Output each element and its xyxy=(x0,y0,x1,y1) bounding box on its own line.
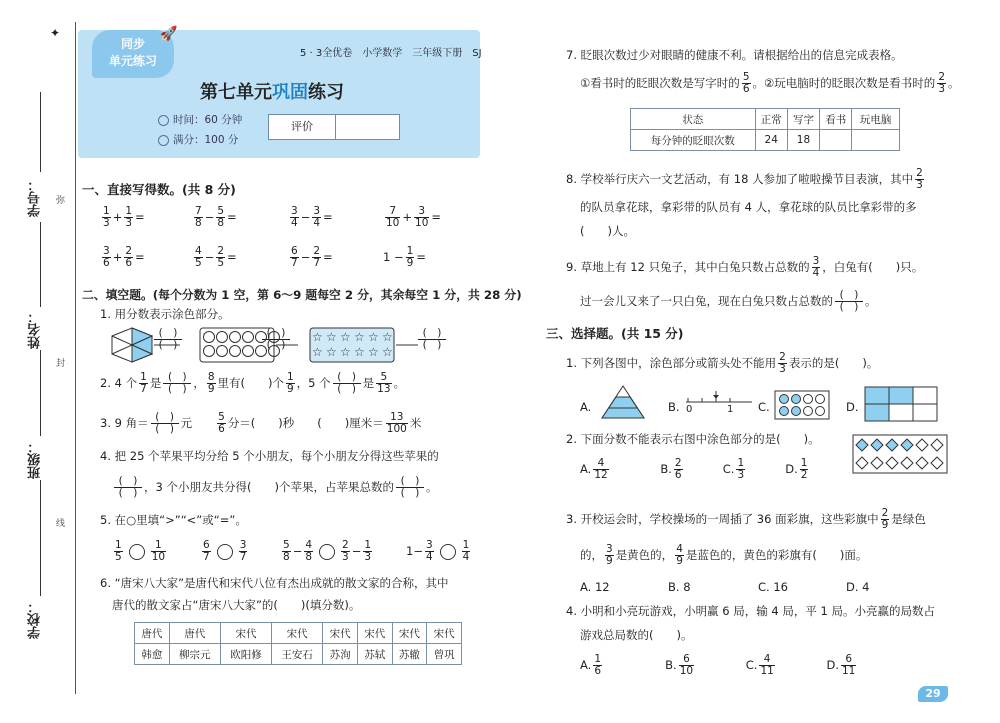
c3-option-a[interactable]: A. 12 xyxy=(580,580,610,594)
blink-head-cell: 写字 xyxy=(787,109,819,130)
diamonds-figure xyxy=(852,434,948,474)
q1-answer-1[interactable]: ( ) ( ) xyxy=(152,328,184,351)
title-pre: 第七单元 xyxy=(200,82,272,103)
c4-option-a[interactable]: A. $\frac{1}{6}$ xyxy=(580,653,602,678)
q2-blank-2[interactable]: ( ) ( ) xyxy=(333,372,361,395)
c2-text: 2. 下面分数不能表示右图中涂色部分的是( )。 xyxy=(566,432,820,446)
evaluation-box xyxy=(268,114,400,140)
q6-line2: 唐代的散文家占“唐宋八大家”的( )(填分数)。 xyxy=(112,598,361,612)
compare-circle-4[interactable] xyxy=(440,544,456,560)
q5-compare-2: $\frac{6}{7}$ $\frac{3}{7}$ xyxy=(203,539,247,564)
q8-line3: ( )人。 xyxy=(580,224,635,238)
blink-data-row xyxy=(631,130,900,151)
star-icon: ☆ xyxy=(326,330,337,344)
triangle-figure xyxy=(600,384,646,420)
star-icon: ☆ xyxy=(312,330,323,344)
writer-dynasty-cell: 宋代 xyxy=(220,623,271,644)
calc-7: $\frac{6}{7}$ − $\frac{2}{7}$ = xyxy=(291,245,333,270)
writer-name-cell: 柳宗元 xyxy=(169,644,220,665)
number-line-figure xyxy=(682,390,754,412)
title-post: 练习 xyxy=(308,82,344,103)
q5-compare-1: $\frac{1}{5}$ $\frac{1}{10}$ xyxy=(115,539,166,564)
rocket-icon: ✦ xyxy=(50,26,61,40)
calc-4: $\frac{7}{10}$ + $\frac{3}{10}$ = xyxy=(386,205,442,230)
c3-option-b[interactable]: B. 8 xyxy=(668,580,691,594)
q5-title: 5. 在○里填“>”“<”或“=”。 xyxy=(100,513,247,527)
c2-option-a[interactable]: A. $\frac{4}{12}$ xyxy=(580,457,608,482)
circle-cell xyxy=(229,345,241,357)
c4-option-b[interactable]: B. $\frac{6}{10}$ xyxy=(665,653,694,678)
blink-table xyxy=(630,108,900,151)
star-icon: ☆ xyxy=(326,345,337,359)
fill-line-school xyxy=(40,480,41,596)
writers-table xyxy=(134,622,462,665)
blink-head-cell: 状态 xyxy=(631,109,756,130)
evaluation-blank[interactable] xyxy=(336,115,399,139)
evaluation-label: 评价 xyxy=(269,115,336,139)
blink-data-cell[interactable] xyxy=(852,130,900,151)
fill-line-student-id xyxy=(40,92,41,172)
compare-circle-3[interactable] xyxy=(319,544,335,560)
q5-compare-3: $\frac{5}{8}$ − $\frac{4}{8}$ $\frac{2}{3}$ − $\frac{1}{3}$ xyxy=(283,539,372,564)
c2-options xyxy=(580,458,810,481)
binding-strip xyxy=(0,0,78,723)
blink-head-cell: 看书 xyxy=(820,109,852,130)
writer-dynasty-cell: 唐代 xyxy=(135,623,170,644)
q3-text: 3. 9 角＝ ( ) ( ) 元 $\frac{5}{6}$ 分＝( )秒 ( )厘米＝ $\frac{13}{100}$ 米 xyxy=(100,411,422,436)
writer-name-cell: 苏轼 xyxy=(357,644,392,665)
c4-option-c[interactable]: C. $\frac{4}{11}$ xyxy=(745,653,774,678)
star-icon: ☆ xyxy=(340,345,351,359)
c2-option-b[interactable]: B. $\frac{2}{6}$ xyxy=(660,457,682,482)
circle-cell xyxy=(216,345,228,357)
c4-line2: 游戏总局数的( )。 xyxy=(580,628,693,642)
label-class: 班级： xyxy=(28,440,43,479)
q4-blank-1[interactable]: ( ) ( ) xyxy=(114,476,142,499)
q7-line1: 7. 眨眼次数过少对眼睛的健康不利。请根据给出的信息完成表格。 xyxy=(566,48,903,62)
seal-mark-mi: 弥 xyxy=(56,196,66,206)
time-limit: 时间：60 分钟 xyxy=(158,112,242,127)
q8-line2: 的队员拿花球，拿彩带的队员有 4 人，拿花球的队员比拿彩带的多 xyxy=(580,200,917,214)
label-student-id: 学号： xyxy=(28,178,43,217)
fill-line-name xyxy=(40,222,41,307)
writer-dynasty-cell: 宋代 xyxy=(272,623,323,644)
stars-grid xyxy=(312,330,392,359)
star-icon: ☆ xyxy=(382,330,393,344)
q4-line1: 4. 把 25 个苹果平均分给 5 个小朋友，每个小朋友分得这些苹果的 xyxy=(100,449,439,463)
calc-1: $\frac{1}{3}$ + $\frac{1}{3}$ = xyxy=(103,205,145,230)
circle-cell xyxy=(229,331,241,343)
writer-dynasty-cell: 宋代 xyxy=(392,623,427,644)
writers-dynasty-row xyxy=(135,623,462,644)
q9-line2: 过一会儿又来了一只白兔，现在白兔只数占总数的 ( ) ( ) 。 xyxy=(580,289,877,314)
calc-5: $\frac{3}{6}$ + $\frac{2}{6}$ = xyxy=(103,245,145,270)
circle-cell xyxy=(203,345,215,357)
star-icon: ☆ xyxy=(382,345,393,359)
circle-cell xyxy=(242,345,254,357)
calc-2: $\frac{7}{8}$ − $\frac{5}{8}$ = xyxy=(195,205,237,230)
q1-answer-3[interactable]: ( ) ( ) xyxy=(416,328,448,351)
page-number: 29 xyxy=(918,686,948,702)
compare-circle-1[interactable] xyxy=(129,544,145,560)
blink-head-cell: 正常 xyxy=(755,109,787,130)
seal-mark-feng: 封 xyxy=(56,359,66,369)
check-icon xyxy=(158,135,169,146)
full-score: 满分：100 分 xyxy=(158,132,238,147)
calc-8: 1 − $\frac{1}{9}$ = xyxy=(383,245,426,270)
q9-blank[interactable]: ( ) ( ) xyxy=(835,290,863,313)
q7-line2: ①看书时的眨眼次数是写字时的 $\frac{5}{6}$ 。②玩电脑时的眨眼次数是看书时的 $\frac{2}{3}$ 。 xyxy=(580,71,960,96)
c3-option-c[interactable]: C. 16 xyxy=(758,580,788,594)
blink-data-cell: 18 xyxy=(787,130,819,151)
writers-name-row xyxy=(135,644,462,665)
label-name: 姓名： xyxy=(28,310,43,349)
q4-blank-2[interactable]: ( ) ( ) xyxy=(396,476,424,499)
star-icon: ☆ xyxy=(354,330,365,344)
publisher-line: 5 · 3全优卷 小学数学 三年级下册 SJ xyxy=(300,48,482,59)
c3-line2: 的， $\frac{3}{9}$ 是黄色的， $\frac{4}{9}$ 是蓝色的，黄色的彩旗有( )面。 xyxy=(580,543,868,568)
q4-line2: ( ) ( ) ，3 个小朋友共分得( )个苹果，占苹果总数的 ( ) ( ) 。 xyxy=(112,476,437,499)
q6-line1: 6. “唐宋八大家”是唐代和宋代八位有杰出成就的散文家的合称，其中 xyxy=(100,576,449,590)
c2-option-d[interactable]: D. $\frac{1}{2}$ xyxy=(785,457,808,482)
c2-option-c[interactable]: C. $\frac{1}{3}$ xyxy=(722,457,745,482)
star-icon: ☆ xyxy=(354,345,365,359)
q1-answer-2[interactable]: ( ) ( ) xyxy=(260,328,292,351)
star-icon: ☆ xyxy=(312,345,323,359)
writer-name-cell: 欧阳修 xyxy=(220,644,271,665)
blink-data-cell[interactable] xyxy=(820,130,852,151)
writer-name-cell: 王安石 xyxy=(272,644,323,665)
number-line-zero: 0 xyxy=(686,404,693,415)
c4-option-d[interactable]: D. $\frac{6}{11}$ xyxy=(826,653,856,678)
q2-blank-1[interactable]: ( ) ( ) xyxy=(163,372,191,395)
q1-text: 1. 用分数表示涂色部分。 xyxy=(100,307,230,321)
c3-option-d[interactable]: D. 4 xyxy=(846,580,870,594)
c4-options xyxy=(580,654,858,677)
blink-head-row xyxy=(631,109,900,130)
rocket-icon: 🚀 xyxy=(160,26,178,42)
title-highlight: 巩固 xyxy=(272,82,308,103)
banner-line1: 同步 xyxy=(120,37,145,51)
star-icon: ☆ xyxy=(368,330,379,344)
c4-line1: 4. 小明和小亮玩游戏，小明赢 6 局，输 4 局，平 1 局。小亮赢的局数占 xyxy=(566,604,936,618)
q9-line1: 9. 草地上有 12 只兔子，其中白兔只数占总数的 $\frac{3}{4}$ ，白兔有( )只。 xyxy=(566,255,924,280)
writer-dynasty-cell: 宋代 xyxy=(357,623,392,644)
compare-circle-2[interactable] xyxy=(217,544,233,560)
q8-line1: 8. 学校举行庆六一文艺活动，有 18 人参加了啦啦操节目表演，其中 $\frac{2}{3}$ xyxy=(566,167,923,192)
blink-head-cell: 玩电脑 xyxy=(852,109,900,130)
blink-data-cell: 24 xyxy=(755,130,787,151)
q3-blank-1[interactable]: ( ) ( ) xyxy=(151,412,179,435)
banner-line2: 单元练习 xyxy=(108,54,157,68)
star-icon: ☆ xyxy=(368,345,379,359)
c1-option-a[interactable]: A. xyxy=(580,400,592,414)
clock-icon xyxy=(158,115,169,126)
c1-option-c[interactable]: C. xyxy=(758,400,770,414)
circle-cell xyxy=(203,331,215,343)
section-1-title: 一、直接写得数。(共 8 分) xyxy=(82,182,236,197)
section-3-title: 三、选择题。(共 15 分) xyxy=(546,326,684,341)
writer-dynasty-cell: 宋代 xyxy=(427,623,462,644)
writer-dynasty-cell: 宋代 xyxy=(323,623,358,644)
writer-name-cell: 苏洵 xyxy=(323,644,358,665)
writer-name-cell: 苏辙 xyxy=(392,644,427,665)
q2-text: 2. 4 个 $\frac{1}{7}$ 是 ( ) ( ) ， $\frac{8}{9}$ 里有( )个 $\frac{1}{9}$ ，5 个 ( ) ( ) 是 $\frac{5}{13}$ 。 xyxy=(100,371,406,396)
c1-option-d[interactable]: D. xyxy=(846,400,859,414)
fill-line-class xyxy=(40,350,41,436)
circle-cell xyxy=(216,331,228,343)
grid-rect-figure xyxy=(864,386,938,422)
calc-6: $\frac{4}{5}$ − $\frac{2}{5}$ = xyxy=(195,245,237,270)
star-icon: ☆ xyxy=(340,330,351,344)
circle-cell xyxy=(242,331,254,343)
writer-name-cell: 韩愈 xyxy=(135,644,170,665)
label-school: 学校： xyxy=(28,600,43,639)
writer-name-cell: 曾巩 xyxy=(427,644,462,665)
dots-figure xyxy=(774,390,830,420)
c3-line1: 3. 开校运会时，学校操场的一周插了 36 面彩旗，这些彩旗中 $\frac{2}{9}$ 是绿色 xyxy=(566,507,926,532)
page-title xyxy=(200,78,344,104)
seal-mark-xian: 线 xyxy=(56,519,66,529)
section-2-title: 二、填空题。(每个分数为 1 空，第 6～9 题每空 2 分，其余每空 1 分，共 28 分) xyxy=(82,288,522,302)
c1-option-b[interactable]: B. xyxy=(668,400,680,414)
calc-3: $\frac{3}{4}$ − $\frac{3}{4}$ = xyxy=(291,205,333,230)
binding-line xyxy=(75,22,76,694)
q5-compare-4: 1− $\frac{3}{4}$ $\frac{1}{4}$ xyxy=(406,539,470,564)
writer-dynasty-cell: 唐代 xyxy=(169,623,220,644)
blink-data-cell: 每分钟的眨眼次数 xyxy=(631,130,756,151)
number-line-one: 1 xyxy=(727,404,734,415)
c1-text: 1. 下列各图中，涂色部分或箭头处不能用 $\frac{2}{3}$ 表示的是( )。 xyxy=(566,351,879,376)
